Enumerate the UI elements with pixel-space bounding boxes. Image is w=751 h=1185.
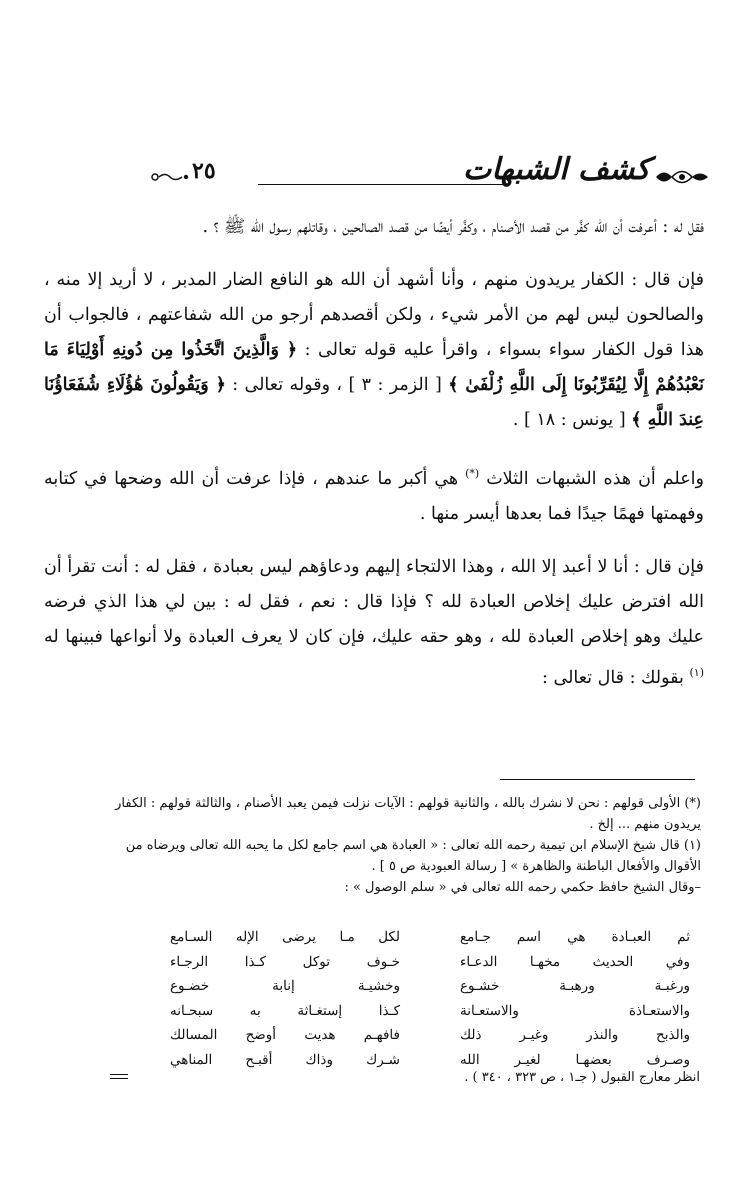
paragraph — [44, 456, 704, 532]
paragraph-text: بقولك : قال تعالى : — [542, 667, 684, 688]
paragraph-text: ، وقوله تعالى : — [232, 375, 343, 395]
quran-verse: ﴿ وَالَّذِينَ اتَّخَذُوا مِن دُونِهِ أَوْلِيَاءَ مَا نَعْبُدُهُمْ إِلَّا لِيُقَرِّبُونَا إِلَى اللَّهِ زُلْفَىٰ ﴾ — [44, 340, 704, 395]
paragraph — [44, 550, 704, 696]
poem-line — [170, 950, 690, 975]
paragraph-text: هي أكبر ما عندهم ، فإذا عرفت أن الله وضحها في كتابه وفهمتها فهمًا جيدًا فما بعدها أيسر منها . — [44, 468, 704, 524]
paragraph — [44, 263, 704, 438]
poem-hemistich-left: لكل مـا يرضى الإله السـامع — [170, 929, 400, 945]
footnote-marker: (*) — [465, 467, 480, 480]
reference-text: انظر معارج القبول ( جـ١ ، ص ٣٢٣ ، ٣٤٠ ) . — [464, 1070, 700, 1085]
footnotes — [96, 793, 701, 898]
verse-reference: [ الزمر : ٣ ] — [348, 375, 442, 395]
poem-hemistich-right: ثم العبـادة هي اسم جـامع — [460, 929, 690, 945]
poem-hemistich-left: شـرك وذاك أقبـح المناهي — [170, 1051, 400, 1068]
poem-line — [170, 999, 690, 1024]
poem-line — [170, 1023, 690, 1048]
paragraph: فقل له : أعرفت أن الله كفَّر من قصد الأصنام ، وكفَّر أيضًا من قصد الصالحين ، وقاتلهم رسول الله ﷺ ؟ . — [202, 217, 704, 237]
main-text — [44, 210, 704, 696]
quran-verse: ﴿ وَيَقُولُونَ هَٰؤُلَاءِ شُفَعَاؤُنَا عِندَ اللَّهِ ﴾ — [44, 375, 704, 430]
poem-line — [170, 974, 690, 999]
footnote-separator — [500, 779, 695, 780]
poem-hemistich-left: كـذا إستغـاثة به سبحـانه — [170, 1002, 400, 1019]
poem-line — [170, 925, 690, 950]
poem-hemistich-right: ورغبـة ورهبـة خشـوع — [460, 978, 690, 995]
verse-reference: [ يونس : ١٨ ] . — [512, 410, 626, 430]
ornament-right-icon — [654, 166, 710, 188]
poem-hemistich-left: وخشيـة إنابة خضـوع — [170, 978, 400, 995]
margin-mark — [110, 1074, 128, 1075]
poem-hemistich-right: والذبح والنذر وغيـر ذلك — [460, 1027, 690, 1044]
page-header — [150, 152, 710, 198]
poem-hemistich-right: وفي الحديث مخهـا الدعـاء — [460, 953, 690, 970]
margin-mark — [110, 1078, 128, 1079]
poem-hemistich-left: خـوف توكل كـذا الرجـاء — [170, 953, 400, 970]
ornament-left-icon — [150, 170, 190, 184]
footnote: (١) قال شيخ الإسلام ابن تيمية رحمه الله تعالى : « العبادة هي اسم جامع لكل ما يحبه الله تعالى ويرضاه من الأقوال والأفعال الباطنة والظاهرة » [ رسالة العبودية ص ٥ ] . — [125, 838, 701, 874]
footnote: (*) الأولى قولهم : نحن لا نشرك بالله ، والثانية قولهم : الآيات نزلت فيمن يعبد الأصنام ، والثالثة قولهم : الكفار يريدون منهم ... إلخ . — [115, 796, 701, 832]
footnote: –وقال الشيخ حافظ حكمي رحمه الله تعالى في « سلم الوصول » : — [344, 880, 701, 895]
poem-hemistich-left: فافهـم هديت أوضح المسالك — [170, 1027, 400, 1044]
paragraph-text: واعلم أن هذه الشبهات الثلاث — [486, 468, 704, 489]
page-number: ٢٥ — [192, 158, 216, 184]
paragraph-text: فإن قال : الكفار يريدون منهم ، وأنا أشهد أن الله هو النافع الضار المدبر ، لا أريد إلا منه ، والصالحون ليس لهم من الأمر شيء ، ولكن أقصدهم أرجو من الله شفاعتهم ، فالجواب أن هذا قول الكفار سواء بسواء ، واقرأ عليه قوله تعالى : — [44, 270, 704, 360]
poem-hemistich-right: وصـرف بعضهـا لغيـر الله — [460, 1051, 690, 1068]
footnote-marker: (١) — [689, 665, 704, 679]
poem-line — [170, 1048, 690, 1073]
paragraph-text: فإن قال : أنا لا أعبد إلا الله ، وهذا الالتجاء إليهم ودعاؤهم ليس بعبادة ، فقل له : أنت تقرأ أن الله افترض عليك إخلاص العبادة لله ؟ فإذا قال : نعم ، فقل له : بين لي هذا الذي فرضه عليك وهو إخلاص العبادة لله ، وهو حقه عليك، فإن كان لا يعرف العبادة ولا أنواعها فبينها له — [44, 556, 704, 647]
poem-hemistich-right: والاستعـاذة والاستعـانة — [460, 1002, 690, 1019]
poem — [170, 925, 690, 1073]
book-title: كشف الشبهات — [462, 152, 650, 187]
